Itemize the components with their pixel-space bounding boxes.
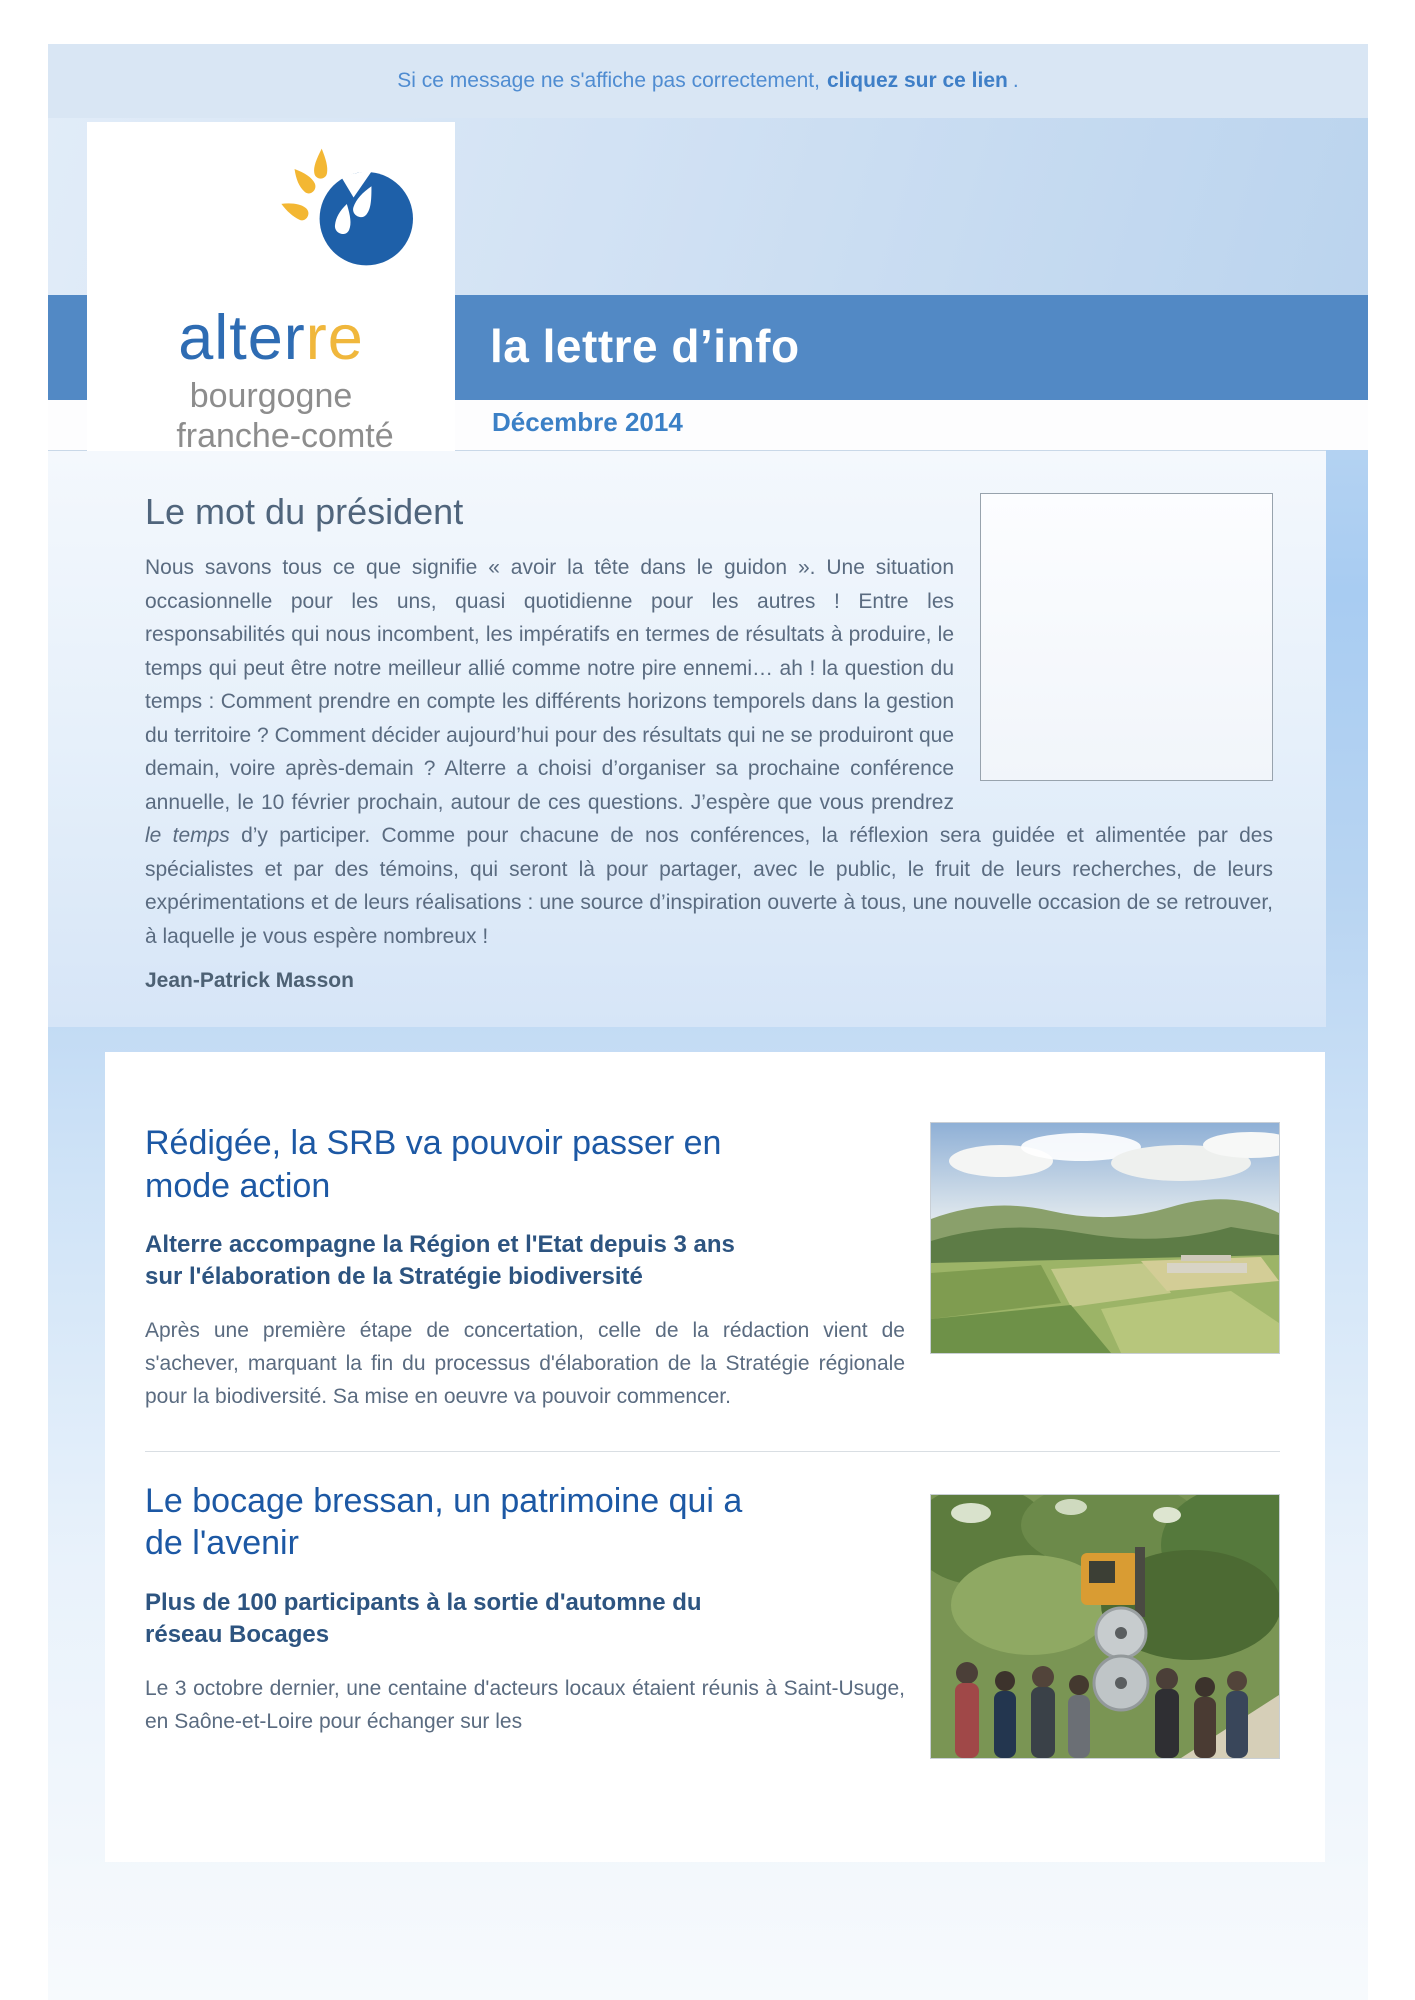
logo-region-line1: bourgogne xyxy=(189,377,353,415)
newsletter-title: la lettre d’info xyxy=(490,320,800,372)
president-signature: Jean-Patrick Masson xyxy=(145,969,354,992)
article-srb xyxy=(145,1122,1280,1413)
logo-word-accent: re xyxy=(305,303,364,373)
email-body-column xyxy=(48,44,1368,2000)
srb-subtitle: Alterre accompagne la Région et l'Etat depuis 3 ans sur l'élaboration de la Stratégie biodiversité xyxy=(145,1231,735,1291)
bocage-subtitle: Plus de 100 participants à la sortie d'automne du réseau Bocages xyxy=(145,1588,702,1649)
president-paragraph-start: Nous savons tous ce que signifie « avoir la tête dans le guidon ». Une situation occasionnelle pour les uns, quasi quotidienne pour les autres ! Entre les responsabilités qui nous incombent, les impératifs en termes de résultats à produire, le temps qui peut être notre meilleur allié comme notre pire ennemi… ah ! la question du temps : Comment prendre en compte les différents horizons temporels dans la gestion du territoire ? Comment décider aujourd’hui pour des résultats qui ne se produiront que demain, voire après-demain ? Alterre a choisi d’organiser sa prochaine conférence annuelle, le 10 février prochain, autour de ces questions. J’espère que vous prendrez xyxy=(145,556,954,814)
preheader-bar xyxy=(48,44,1368,118)
article-divider xyxy=(145,1451,1280,1452)
bocage-body: Le 3 octobre dernier, une centaine d'acteurs locaux étaient réunis à Saint-Usuge, en Saône-et-Loire pour échanger sur les xyxy=(145,1676,905,1733)
logo-box xyxy=(87,122,455,455)
alterre-logo-icon xyxy=(275,138,413,276)
president-section-title: Le mot du président xyxy=(145,491,464,532)
president-photo-placeholder xyxy=(980,493,1273,781)
logo-word-primary: alter xyxy=(178,303,306,373)
president-paragraph-end: d’y participer. Comme pour chacune de nos conférences, la réflexion sera guidée et alimentée par des spécialistes et par des témoins, qui seront là pour partager, avec le public, le fruit de leurs recherches, de leurs expérimentations et de leurs réalisations : une source d’inspiration ouverte à tous, une nouvelle occasion de se retrouver, à laquelle je vous espère nombreux ! xyxy=(145,824,1273,948)
article-bocage xyxy=(145,1480,1280,1738)
logo-region-line2: franche-comté xyxy=(176,417,394,455)
srb-title: Rédigée, la SRB va pouvoir passer en mode action xyxy=(145,1124,722,1205)
view-in-browser-link[interactable]: cliquez sur ce lien xyxy=(826,69,1008,92)
bocage-field-trip-photo xyxy=(930,1494,1280,1759)
issue-date: Décembre 2014 xyxy=(492,407,683,437)
logo-wordmark xyxy=(87,302,455,456)
articles-card xyxy=(105,1052,1325,1862)
bocage-title: Le bocage bressan, un patrimoine qui a de l'avenir xyxy=(145,1481,743,1563)
president-section xyxy=(48,450,1326,1027)
srb-body: Après une première étape de concertation, celle de la rédaction vient de s'achever, marquant la fin du processus d'élaboration de la Stratégie régionale pour la biodiversité. Sa mise en oeuvre va pouvoir commencer. xyxy=(145,1318,905,1408)
preheader-text: Si ce message ne s'affiche pas correctement, xyxy=(397,69,820,92)
president-paragraph-italic: le temps xyxy=(145,824,230,847)
srb-landscape-photo xyxy=(930,1122,1280,1354)
preheader-suffix: . xyxy=(1012,69,1019,92)
